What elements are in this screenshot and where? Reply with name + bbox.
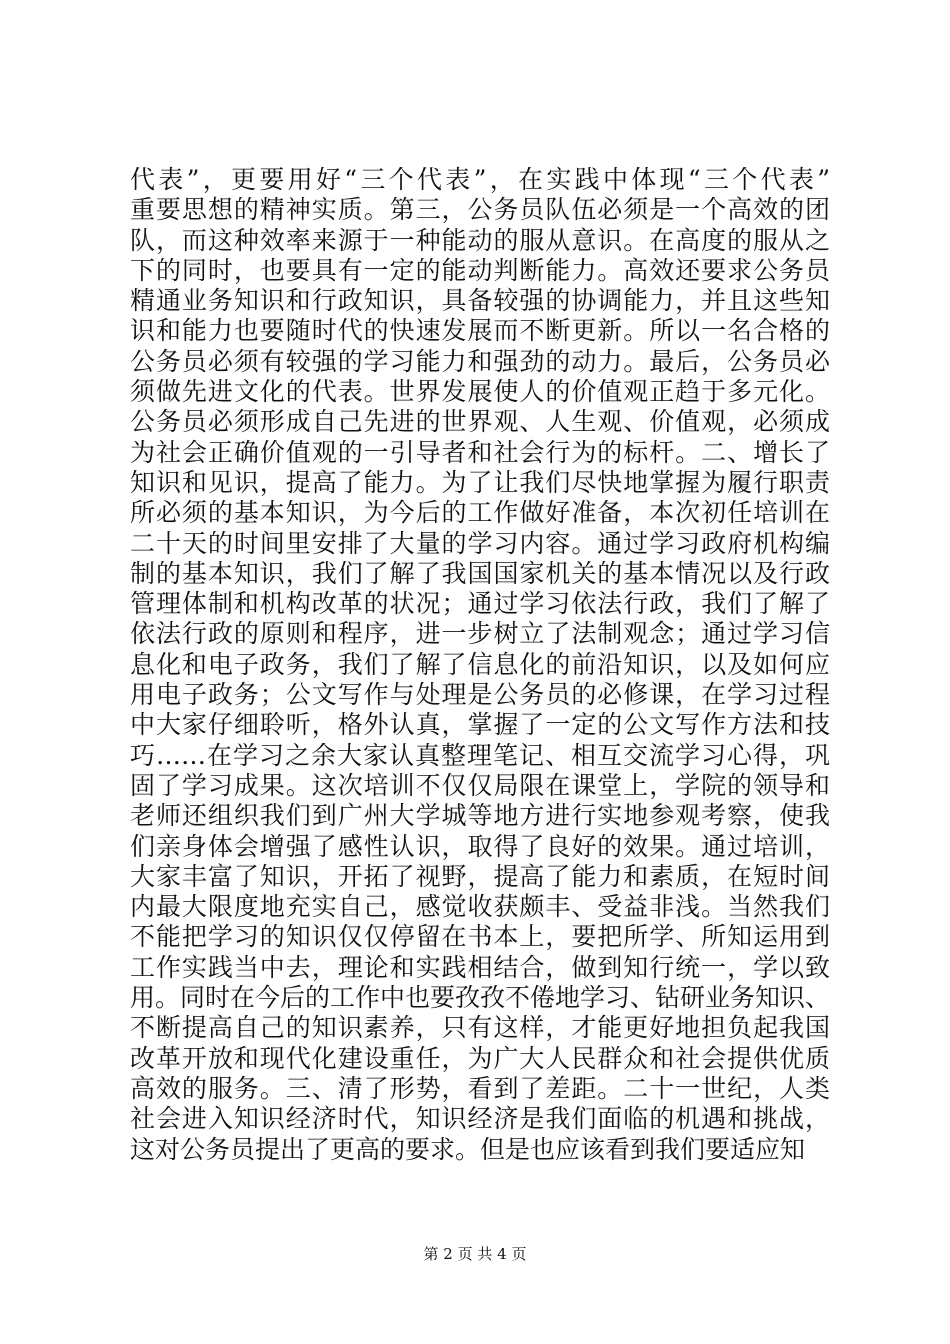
text-line: 知识和见识，提高了能力。为了让我们尽快地掌握为履行职责: [130, 467, 830, 497]
text-line: 大家丰富了知识，开拓了视野，提高了能力和素质，在短时间: [130, 861, 830, 891]
text-line: 这对公务员提出了更高的要求。但是也应该看到我们要适应知: [130, 1134, 806, 1164]
text-line: 巧……在学习之余大家认真整理笔记、相互交流学习心得，巩: [130, 740, 830, 770]
page-footer: [0, 1244, 950, 1264]
text-line: 公务员必须有较强的学习能力和强劲的动力。最后，公务员必: [130, 346, 830, 376]
text-line: 不能把学习的知识仅仅停留在书本上，要把所学、所知运用到: [130, 922, 830, 952]
text-line: 用电子政务；公文写作与处理是公务员的必修课，在学习过程: [130, 680, 830, 710]
page-number-label: 第 2 页 共 4 页: [423, 1245, 527, 1263]
text-line: 公务员必须形成自己先进的世界观、人生观、价值观，必须成: [130, 407, 830, 437]
text-line: 队，而这种效率来源于一种能动的服从意识。在高度的服从之: [130, 225, 830, 255]
text-line: 中大家仔细聆听，格外认真，掌握了一定的公文写作方法和技: [130, 710, 830, 740]
text-line: 们亲身体会增强了感性认识，取得了良好的效果。通过培训，: [130, 831, 830, 861]
text-line: 不断提高自己的知识素养，只有这样，才能更好地担负起我国: [130, 1013, 830, 1043]
text-line: 须做先进文化的代表。世界发展使人的价值观正趋于多元化。: [130, 377, 830, 407]
text-line: 管理体制和机构改革的状况；通过学习依法行政，我们了解了: [130, 589, 830, 619]
text-line: 下的同时，也要具有一定的能动判断能力。高效还要求公务员: [130, 255, 830, 285]
text-line: 用。同时在今后的工作中也要孜孜不倦地学习、钻研业务知识、: [130, 983, 831, 1013]
text-line: 制的基本知识，我们了解了我国国家机关的基本情况以及行政: [130, 558, 830, 588]
text-line: 固了学习成果。这次培训不仅仅局限在课堂上，学院的领导和: [130, 770, 830, 800]
text-line: 重要思想的精神实质。第三，公务员队伍必须是一个高效的团: [130, 195, 830, 225]
text-line: 高效的服务。三、清了形势，看到了差距。二十一世纪，人类: [130, 1073, 830, 1103]
text-line: 内最大限度地充实自己，感觉收获颇丰、受益非浅。当然我们: [130, 892, 830, 922]
text-line: 工作实践当中去，理论和实践相结合，做到知行统一，学以致: [130, 952, 830, 982]
body-text: [130, 165, 830, 1165]
text-line: 精通业务知识和行政知识，具备较强的协调能力，并且这些知: [130, 286, 830, 316]
text-line: 依法行政的原则和程序，进一步树立了法制观念；通过学习信: [130, 619, 830, 649]
text-line: 社会进入知识经济时代，知识经济是我们面临的机遇和挑战，: [130, 1104, 830, 1134]
text-line: 为社会正确价值观的一引导者和社会行为的标杆。二、增长了: [130, 437, 830, 467]
text-line: 识和能力也要随时代的快速发展而不断更新。所以一名合格的: [130, 316, 830, 346]
text-line: 代表”，更要用好“三个代表”，在实践中体现“三个代表”: [130, 165, 830, 194]
text-line: 老师还组织我们到广州大学城等地方进行实地参观考察，使我: [130, 801, 830, 831]
text-line: 息化和电子政务，我们了解了信息化的前沿知识，以及如何应: [130, 649, 830, 679]
text-line: 所必须的基本知识，为今后的工作做好准备，本次初任培训在: [130, 498, 830, 528]
text-line: 二十天的时间里安排了大量的学习内容。通过学习政府机构编: [130, 528, 830, 558]
text-line: 改革开放和现代化建设重任，为广大人民群众和社会提供优质: [130, 1043, 830, 1073]
